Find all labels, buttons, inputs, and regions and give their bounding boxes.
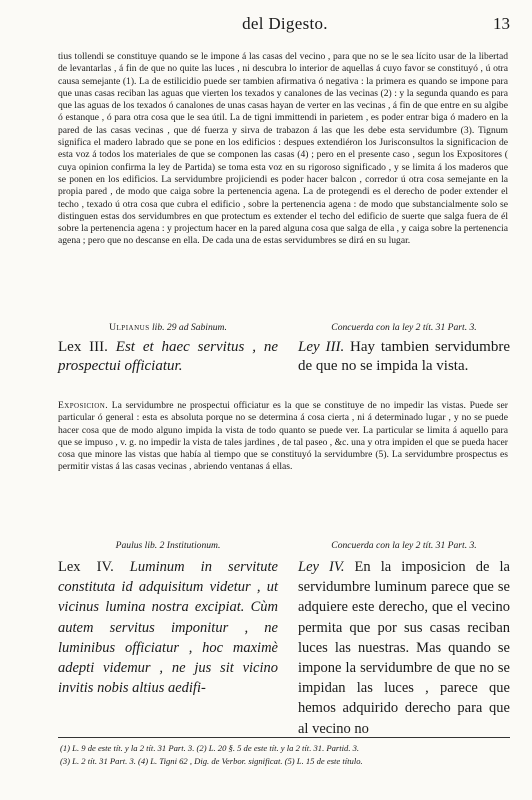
- exposicion-text: La servidumbre ne prospectui officiatur es la que se constituye de no impedir las vistas. Puede ser particular ó general : esta es absoluta porque no se determina á cosa cierta , ni á determinado lugar , y no se puede hacer cosa que de modo alguno impida la vista de todo quanto se puede ver. La particular se limita á aquello para que se impuso , v. g. no impedir la vista de tales jardines , de tal paseo , &c. una y otra impiden el que se pueda hacer cosa que minore las vistas que había al tiempo que se constituyó la servidumbre (5). La servidumbre prospectus es permitir vistas á las casas vecinas , abriendo ventanas á ellas.: [58, 400, 508, 473]
- exposicion-label: Exposicion.: [58, 400, 108, 411]
- lex3-source: lib. 29 ad Sabinum.: [149, 322, 227, 333]
- lex3-jurist-name: Ulpianus: [109, 322, 150, 333]
- commentary-paragraph: [58, 51, 508, 248]
- lex4-latin-citation: Paulus lib. 2 Institutionum.: [115, 540, 221, 551]
- lex3-spanish-body: Hay tambien servidumbre de que no se impida la vista.: [298, 339, 510, 374]
- lex3-latin-body: Est et haec servitus , ne prospectui officiatur.: [58, 339, 278, 374]
- lex4-latin-number: Lex IV.: [58, 559, 114, 575]
- lex3-latin-column: [58, 322, 278, 376]
- commentary-text: tius tollendi se constituye quando se le impone á las casas del vecino , para que no se le sea lícito usar de la libertad de levantarlas , á fin de que no quite las luces , ni descubra lo interior de aquellas á cuyo favor se constituyó , ú otra causa semejante (1). La de estilicidio puede ser tambien afirmativa ó negativa : la primera es quando se impone para que unas casas reciban las aguas que vierten los texados y canalones de las vecinas (2) : y la segunda quando es para que las aguas de los texados ó canalones de unas casas hayan de verter en las vecinas , á fin de que entre en su algibe ó estanque , ó para otra cosa que le sea útil. La de tigni immittendi in parietem , es poder entrar biga ó madero en la pared de las casas vecinas , que dé fuerza y sirva de trabazon á las que les debe esta servidumbre (3). Tignum significa el madero labrado que se pone en los edificios : despues extendiéron los Jurisconsultos la significacion de esta voz á todos los materiales de que se componen las casas (4) ; pero en el presente caso , segun los Expositores ( cuya opinion confirma la ley de Partida) se toma esta voz en su rigoroso significado , y se limita á los maderos que se ponen en los edificios. La servidumbre projiciendi es poder hacer balcon , corredor ú otra cosa semejante en la propia pared , de modo que caiga sobre la pertenencia agena. La de protegendi es el derecho de poder extender el techo , texado ú otra cosa que cubra el edificio , sobre la pertenencia agena : de modo que substancialmente solo se distinguen estas dos servidumbres en que protectum es extender el techo del edificio de suerte que salga fuera de él sobre la pertenencia agena : y projectum hacer en la pared alguna cosa que salga de ella , y caiga sobre la pertenencia agena ; pero que no descanse en ella. De cada una de estas servidumbres se dirá en su lugar.: [58, 51, 508, 247]
- footnotes: [60, 742, 510, 768]
- lex3-latin-text: [58, 338, 278, 376]
- lex3-spanish-citation: Concuerda con la ley 2 tít. 31 Part. 3.: [331, 322, 477, 333]
- lex4-spanish-number: Ley IV.: [298, 559, 345, 575]
- footnote-line-2: (3) L. 2 tít. 31 Part. 3. (4) L. Tigni 62 , Dig. de Verbor. significat. (5) L. 15 de este título.: [60, 756, 363, 766]
- lex4-spanish-column: [298, 540, 510, 739]
- lex3-latin-number: Lex III.: [58, 339, 108, 355]
- lex4-latin-text: [58, 557, 278, 698]
- lex4-latin-column: [58, 540, 278, 698]
- lex3-latin-citation: [58, 322, 278, 333]
- lex3-spanish-column: [298, 322, 510, 376]
- lex4-spanish-citation: Concuerda con la ley 2 tít. 31 Part. 3.: [331, 540, 477, 551]
- page-number: 13: [493, 14, 510, 33]
- lex4-spanish-body: En la imposicion de la servidumbre luminum parece que se adquiere este derecho, que el vecino permita que por sus casas reciban luces las nuestras. Mas quando se impone la servidumbre de que no se impidan las luces , parece que hemos adquirido derecho para que al vecino no: [298, 559, 510, 737]
- lex3-spanish-text: [298, 338, 510, 376]
- lex4-spanish-text: [298, 557, 510, 739]
- lex4-latin-body: Luminum in servitute constituta id adquisitum videtur , ut vicinus lumina nostra excipiat. Cùm autem servitus imponitur , ne luminibus officiatur , hoc maximè adepti videmur , ne jus sit vicino invitis nobis altius aedifi-: [58, 559, 278, 697]
- running-title: del Digesto.: [242, 14, 328, 33]
- lex4-section: [58, 540, 510, 737]
- footnote-rule: [58, 737, 510, 738]
- exposicion-paragraph: [58, 400, 508, 474]
- running-header: [60, 14, 510, 38]
- lex3-spanish-number: Ley III.: [298, 339, 345, 355]
- lex3-section: [58, 322, 510, 392]
- footnote-line-1: (1) L. 9 de este tít. y la 2 tít. 31 Part. 3. (2) L. 20 §. 5 de este tít. y la 2 tít. 31. Partid. 3.: [60, 743, 360, 753]
